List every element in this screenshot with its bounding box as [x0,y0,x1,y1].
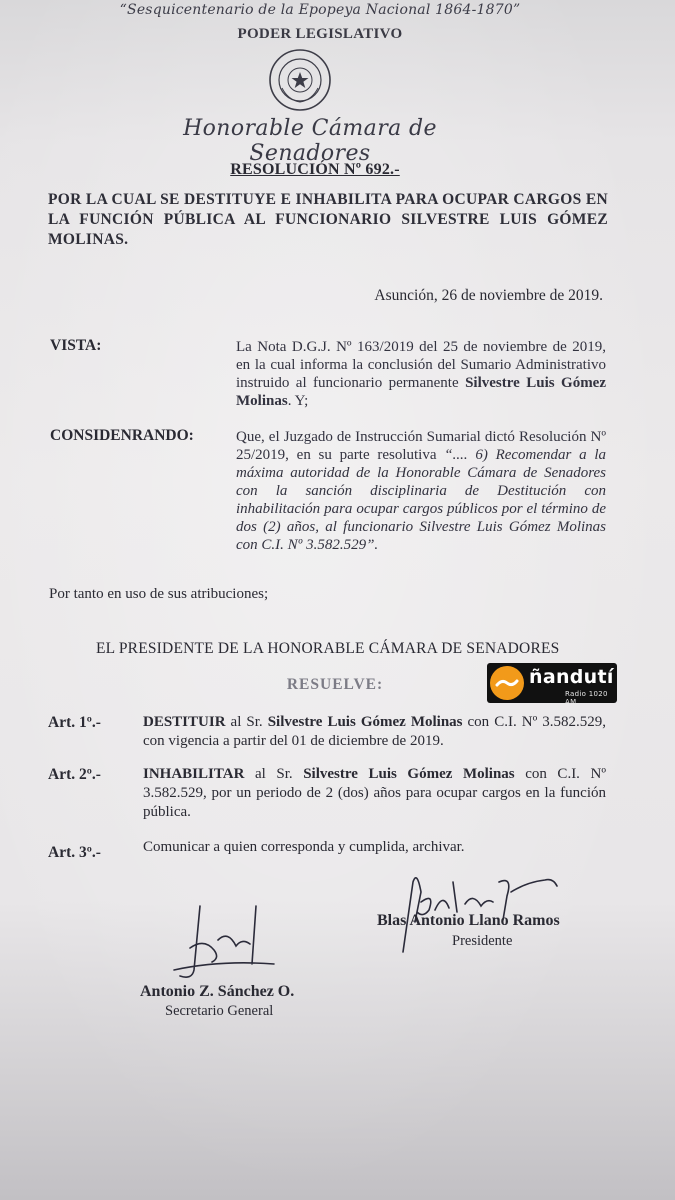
considerando-text [236,428,606,554]
secretary-role: Secretario General [165,1003,274,1019]
vista-name: Silvestre Luis Gómez Molinas [236,375,607,409]
motto: “Sesquicentenario de la Epopeya Nacional 1864-1870” [119,2,521,18]
vista-text [236,338,606,410]
vista-text-2: . Y; [287,393,309,409]
article-1-label: Art. 1º.- [48,714,101,731]
article-1-text-a: al Sr. [225,714,268,730]
resolution-title: POR LA CUAL SE DESTITUYE E INHABILITA PARA OCUPAR CARGOS EN LA FUNCIÓN PÚBLICA AL FUNCIONARIO SILVESTRE LUIS GÓMEZ MOLINAS. [48,191,608,248]
article-1-text [143,713,606,751]
article-3-text: Comunicar a quien corresponda y cumplida, archivar. [143,839,465,855]
considerando-text-1: Que, el Juzgado de Instrucción Sumarial dictó Resolución Nº 25/2019, en su parte resolutiva [236,429,606,463]
por-tanto-text: Por tanto en uso de sus atribuciones; [49,586,269,602]
secretary-name: Antonio Z. Sánchez O. [140,983,295,1000]
president-name: Blas Antonio Llano Ramos [377,912,560,929]
radio-logo-name: ñandutí [529,666,614,688]
article-1-text-b: con C.I. Nº 3.582.529, con vigencia a partir del 01 de diciembre de 2019. [143,714,606,749]
article-2-name: Silvestre Luis Gómez Molinas [303,766,515,782]
national-seal-icon [268,48,332,112]
considerando-quote: “.... 6) Recomendar a la máxima autoridad de la Honorable Cámara de Senadores con la sanción disciplinaria de Destitución con inhabilitación para ocupar cargos públicos por el término de dos (2) años, al funcionario Silvestre Luis Gómez Molinas con C.I. Nº 3.582.529”. [236,447,607,553]
radio-logo-subtitle: Radio 1020 AM [565,690,608,706]
resolution-date: Asunción, 26 de noviembre de 2019. [374,287,603,304]
president-role: Presidente [452,933,513,949]
article-2-label: Art. 2º.- [48,766,101,783]
radio-logo [487,663,617,706]
resolution-number: RESOLUCIÓN Nº 692.- [230,161,400,178]
article-2-text [143,765,606,822]
article-2-text-b: con C.I. Nº 3.582.529, por un periodo de 2 (dos) años para ocupar cargos en la función pública. [143,766,606,820]
radio-logo-icon [490,666,524,700]
article-1-name: Silvestre Luis Gómez Molinas [267,714,463,730]
considerando-label: CONSIDENRANDO: [50,427,194,444]
president-header: EL PRESIDENTE DE LA HONORABLE CÁMARA DE SENADORES [96,640,560,657]
resuelve-heading: RESUELVE: [286,676,384,693]
chamber-title: Honorable Cámara de Senadores [183,116,437,166]
article-2-verb: INHABILITAR [143,766,245,782]
article-1-verb: DESTITUIR [143,714,226,730]
article-2-text-a: al Sr. [244,766,304,782]
branch-title: PODER LEGISLATIVO [237,26,403,42]
article-3-label: Art. 3º.- [48,844,101,861]
vista-text-1: La Nota D.G.J. Nº 163/2019 del 25 de noviembre de 2019, en la cual informa la conclusión del Sumario Administrativo instruido al funcionario permanente [236,339,606,391]
secretary-signature-icon [170,900,280,990]
vista-label: VISTA: [50,337,102,354]
